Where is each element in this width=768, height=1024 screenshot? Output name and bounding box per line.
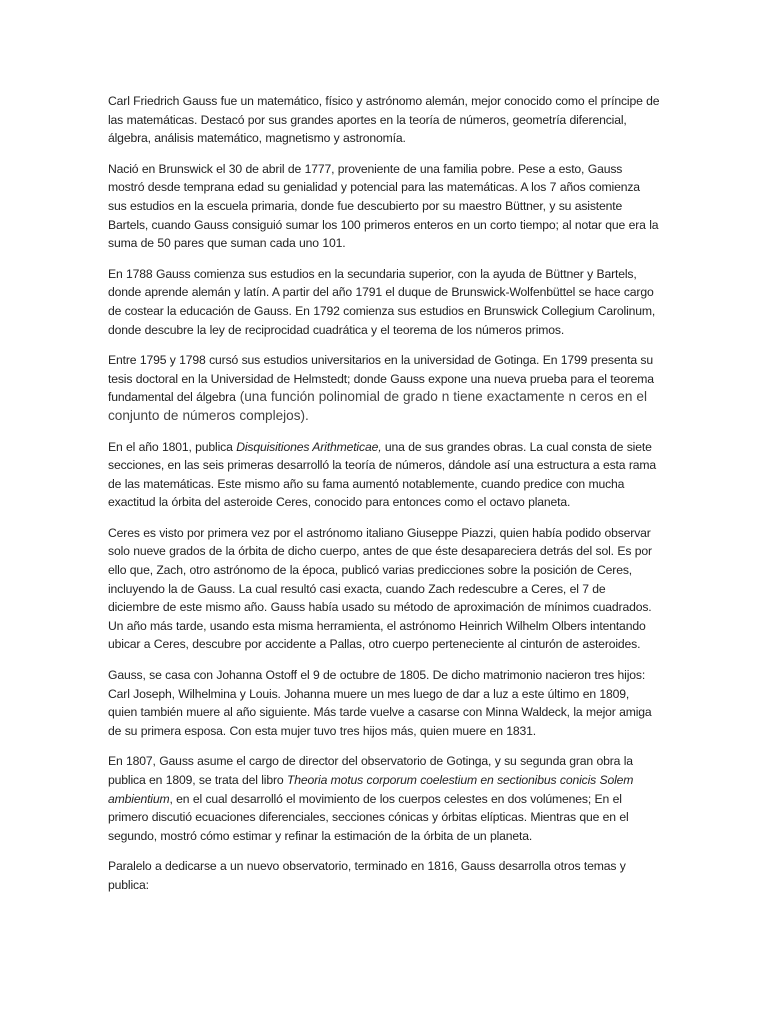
- paragraph-disquisitiones: En el año 1801, publica Disquisitiones Arithmeticae, una de sus grandes obras. La cual consta de siete secciones, en las seis primeras desarrolló la teoría de números, dándole así una estructura a esta rama de las matemáticas. Este mismo año su fama aumentó notablemente, cuando predice con mucha exactitud la órbita del asteroide Ceres, conocido para entonces como el octavo planeta.: [108, 439, 656, 510]
- paragraph-family: Gauss, se casa con Johanna Ostoff el 9 de octubre de 1805. De dicho matrimonio nacieron tres hijos: Carl Joseph, Wilhelmina y Louis. Johanna muere un mes luego de dar a luz a este último en 1809, quien también muere al año siguiente. Más tarde vuelve a casarse con Minna Waldeck, la mejor amiga de su primera esposa. Con esta mujer tuvo tres hijos más, quien muere en 1831.: [108, 668, 652, 738]
- book-title-theoria-motus: Theoria motus corporum coelestium en sectionibus conicis Solem ambientium: [108, 773, 634, 806]
- fundamental-theorem-note: (una función polinomial de grado n tiene exactamente n ceros en el conjunto de números complejos).: [108, 389, 647, 423]
- paragraph-ceres: Ceres es visto por primera vez por el astrónomo italiano Giuseppe Piazzi, quien había podido observar solo nueve grados de la órbita de dicho cuerpo, antes de que éste desapareciera detrás del sol. Es por ello que, Zach, otro astrónomo de la época, publicó varias predicciones sobre la posición de Ceres, incluyendo la de Gauss. La cual resultó casi exacta, cuando Zach redescubre a Ceres, el 7 de diciembre de este mismo año. Gauss había usado su método de aproximación de mínimos cuadrados. Un año más tarde, usando esta misma herramienta, el astrónomo Heinrich Wilhelm Olbers intentando ubicar a Ceres, descubre por accidente a Pallas, otro cuerpo perteneciente al cinturón de asteroides.: [108, 525, 652, 652]
- paragraph-secondary-studies: En 1788 Gauss comienza sus estudios en la secundaria superior, con la ayuda de Büttner y Bartels, donde aprende alemán y latín. A partir del año 1791 el duque de Brunswick-Wolfenbüttel se hace cargo de costear la educación de Gauss. En 1792 comienza sus estudios en Brunswick Collegium Carolinum, donde descubre la ley de reciprocidad cuadrática y el teorema de los números primos.: [108, 266, 656, 337]
- paragraph-childhood: Nació en Brunswick el 30 de abril de 1777, proveniente de una familia pobre. Pese a esto, Gauss mostró desde temprana edad su genialidad y potencial para las matemáticas. A los 7 años comienza sus estudios en la escuela primaria, donde fue descubierto por su maestro Büttner, y su asistente Bartels, cuando Gauss consiguió sumar los 100 primeros enteros en un corto tiempo; al notar que era la suma de 50 pares que suman cada uno 101.: [108, 161, 659, 251]
- document-page: [108, 92, 660, 907]
- paragraph-observatory: Paralelo a dedicarse a un nuevo observatorio, terminado en 1816, Gauss desarrolla otros temas y publica:: [108, 859, 626, 892]
- paragraph-theoria-motus: En 1807, Gauss asume el cargo de director del observatorio de Gotinga, y su segunda gran obra la publica en 1809, se trata del libro Theoria motus corporum coelestium en sectionibus conicis Solem ambientium, en el cual desarrolló el movimiento de los cuerpos celestes en dos volúmenes; En el primero discutió ecuaciones diferenciales, secciones cónicas y órbitas elípticas. Mientras que en el segundo, mostró cómo estimar y refinar la estimación de la órbita de un planeta.: [108, 754, 634, 843]
- book-title-disquisitiones: Disquisitiones Arithmeticae,: [236, 439, 382, 454]
- paragraph-intro: Carl Friedrich Gauss fue un matemático, físico y astrónomo alemán, mejor conocido como el príncipe de las matemáticas. Destacó por sus grandes aportes en la teoría de números, geometría diferencial, álgebra, análisis matemático, magnetismo y astronomía.: [108, 94, 660, 146]
- paragraph-university: Entre 1795 y 1798 cursó sus estudios universitarios en la universidad de Gotinga. En 1799 presenta su tesis doctoral en la Universidad de Helmstedt; donde Gauss expone una nueva prueba para el teorema fundamental del álgebra (una función polinomial de grado n tiene exactamente n ceros en el conjunto de números complejos).: [108, 353, 654, 423]
